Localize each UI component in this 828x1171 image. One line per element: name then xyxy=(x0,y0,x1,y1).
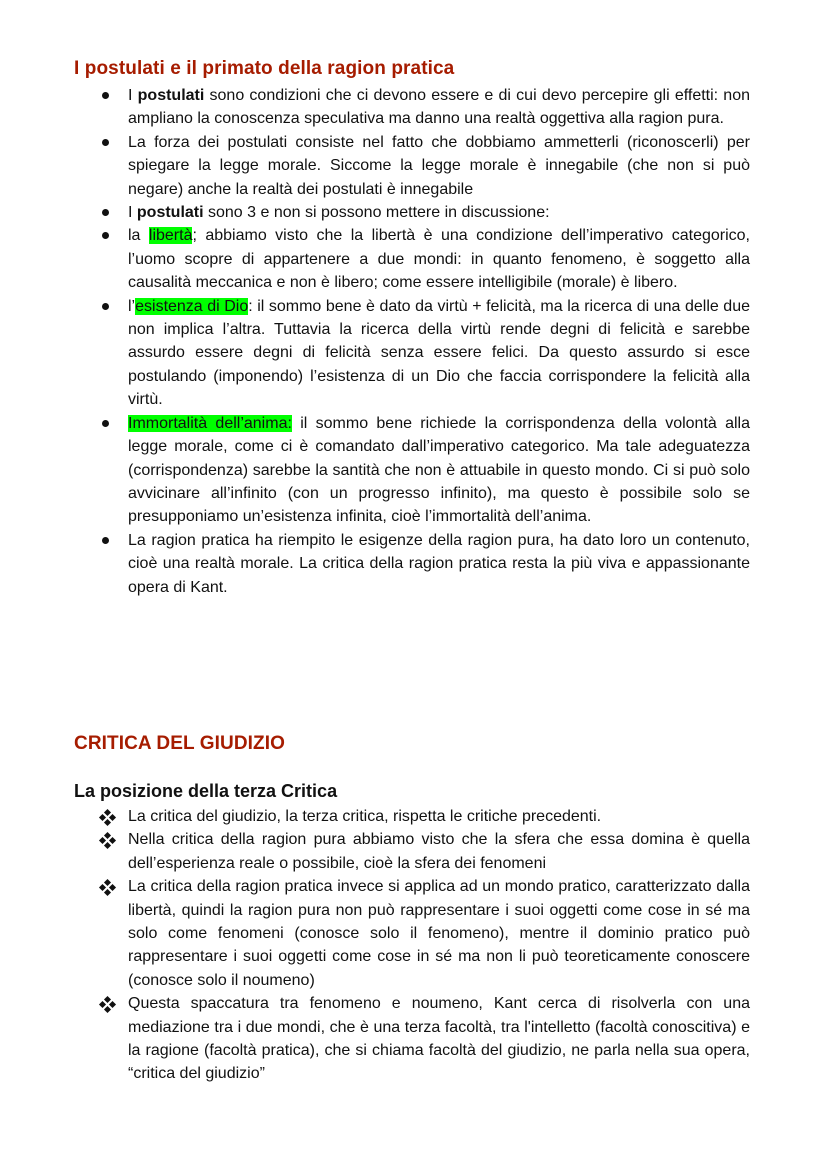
highlighted-term: Immortalità dell’anima: xyxy=(128,414,292,432)
highlighted-term: libertà xyxy=(148,227,193,245)
bullet-dot-icon xyxy=(102,209,109,216)
section-title-postulati: I postulati e il primato della ragion pratica xyxy=(74,58,455,79)
list-item: La forza dei postulati consiste nel fatto che dobbiamo ammetterli (riconoscerli) per spiegare la legge morale. Siccome la legge morale è innegabile (che non si può negare) anche la realtà dei postulati è innegabile xyxy=(128,131,750,201)
diamond-bullet-icon xyxy=(100,833,116,849)
list-item: I postulati sono 3 e non si possono mettere in discussione: xyxy=(128,201,750,224)
list-item: Questa spaccatura tra fenomeno e noumeno, Kant cerca di risolverla con una mediazione tra i due mondi, che è una terza facoltà, tra l'intelletto (facoltà conoscitiva) e la ragione (facoltà pratica), che si chiama facoltà del giudizio, ne parla nella sua opera, “critica del giudizio” xyxy=(128,992,750,1086)
bullet-dot-icon xyxy=(102,139,109,146)
subsection-title: La posizione della terza Critica xyxy=(74,781,338,801)
list-item: I postulati sono condizioni che ci devono essere e di cui devo percepire gli effetti: non ampliano la conoscenza speculativa ma danno una realtà oggettiva alla ragion pura. xyxy=(128,84,750,131)
list-item: l’esistenza di Dio: il sommo bene è dato da virtù + felicità, ma la ricerca di una delle due non implica l’altra. Tuttavia la ricerca della virtù rende degni di felicità e sarebbe assurdo essere degni di felicità senza essere felici. Da questo assurdo si esce postulando (imponendo) l’esistenza di un Dio che faccia corrispondere la felicità alla virtù. xyxy=(128,295,750,412)
list-item: la libertà; abbiamo visto che la libertà è una condizione dell’imperativo categorico, l’uomo scopre di appartenere a due mondi: in quanto fenomeno, è soggetto alla causalità meccanica e non è libero; come essere intelligibile (morale) è libero. xyxy=(128,224,750,294)
list-item: Immortalità dell’anima: il sommo bene richiede la corrispondenza della volontà alla legge morale, come ci è comandato dall’imperativo categorico. Ma tale adeguatezza (corrispondenza) sarebbe la santità che non è attuabile in questo mondo. Ci si può solo avvicinare all’infinito (con un progresso infinito), ma questo è possibile solo se presupponiamo un’esistenza infinita, cioè l’immortalità dell’anima. xyxy=(128,412,750,529)
list-item: Nella critica della ragion pura abbiamo visto che la sfera che essa domina è quella dell’esperienza reale o possibile, cioè la sfera dei fenomeni xyxy=(128,828,750,875)
bullet-dot-icon xyxy=(102,92,109,99)
highlighted-term: esistenza di Dio xyxy=(135,297,249,315)
list-item: La ragion pratica ha riempito le esigenze della ragion pura, ha dato loro un contenuto, cioè una realtà morale. La critica della ragion pratica resta la più viva e appassionante opera di Kant. xyxy=(128,529,750,599)
postulati-list xyxy=(0,84,750,599)
diamond-bullet-icon xyxy=(100,880,116,896)
section-title-critica-giudizio: CRITICA DEL GIUDIZIO xyxy=(74,733,285,754)
bullet-dot-icon xyxy=(102,303,109,310)
bullet-dot-icon xyxy=(102,420,109,427)
list-item: La critica della ragion pratica invece si applica ad un mondo pratico, caratterizzato dalla libertà, quindi la ragion pura non può rappresentare i suoi oggetti come cose in sé ma solo come fenomeni (conosce solo il fenomeno), mentre il dominio pratico può rappresentare i suoi oggetti come cose in sé ma non li può teoreticamente conoscere (conosce solo il noumeno) xyxy=(128,875,750,992)
bullet-dot-icon xyxy=(102,537,109,544)
bullet-dot-icon xyxy=(102,232,109,239)
terza-critica-list xyxy=(0,805,750,1086)
diamond-bullet-icon xyxy=(100,810,116,826)
diamond-bullet-icon xyxy=(100,997,116,1013)
list-item: La critica del giudizio, la terza critica, rispetta le critiche precedenti. xyxy=(128,805,750,828)
